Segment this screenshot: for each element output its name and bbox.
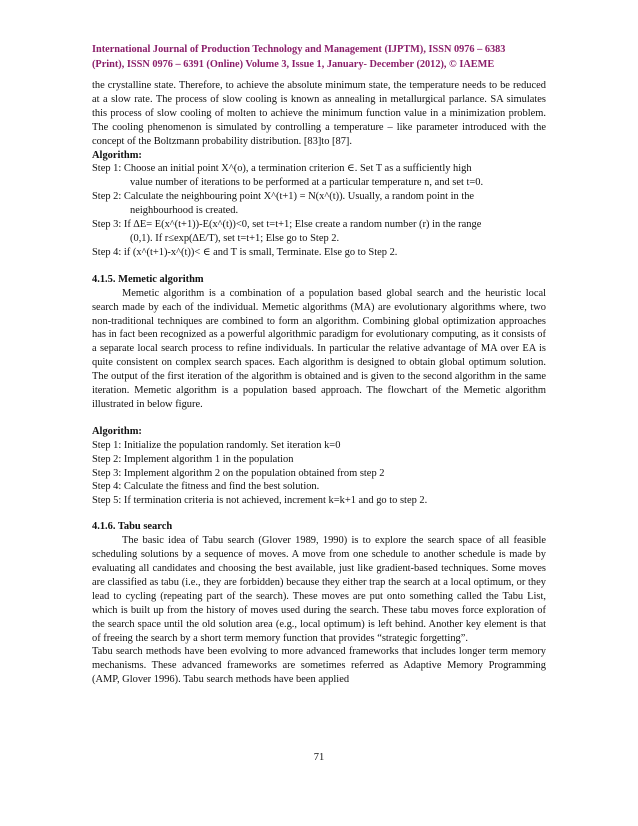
- memetic-step-4: Step 4: Calculate the fitness and find the best solution.: [92, 481, 320, 493]
- spacer: [92, 412, 546, 425]
- tabu-paragraph-2: Tabu search methods have been evolving to more advanced frameworks that includes longer term memory mechanisms. These advanced frameworks are sometimes referred as Adaptive Memory Programming (AMP, Glover 1996). Tabu search methods have been applied: [92, 646, 546, 686]
- sa-step-1: Step 1: Choose an initial point X^(o), a termination criterion ∈. Set T as a sufficiently high: [92, 163, 472, 175]
- memetic-step-2: Step 2: Implement algorithm 1 in the population: [92, 453, 294, 465]
- sa-step-3: Step 3: If ∆E= E(x^(t+1))-E(x^(t))<0, set t=t+1; Else create a random number (r) in the range: [92, 219, 482, 231]
- spacer: [92, 260, 546, 273]
- memetic-step-3: Step 3: Implement algorithm 2 on the population obtained from step 2: [92, 467, 385, 479]
- sa-step-4: Step 4: if (x^(t+1)-x^(t))< ∈ and T is small, Terminate. Else go to Step 2.: [92, 246, 398, 258]
- sa-step-1-cont: value number of iterations to be performed at a particular temperature n, and set t=0.: [130, 177, 484, 189]
- sa-algorithm-label: Algorithm:: [92, 149, 142, 161]
- memetic-paragraph: Memetic algorithm is a combination of a population based global search and the heuristic local search made by each of the individual. Memetic algorithms (MA) are evolutionary algorithms where, two non-traditional techniques are combined to form an algorithm. Combining global optimization approaches has in fact been recognized as a powerful algorithmic paradigm for evolutionary computing, as it consists of a separate local search process to refine individuals. In particular the relative advantage of MA over EA is quite consistent on complex search spaces. Each algorithm is designed to obtain global optimum solution. The output of the first iteration of the algorithm is obtained and is given to the second algorithm in the same iteration. Memetic algorithm is a population based approach. The flowchart of the Memetic algorithm illustrated in below figure.: [92, 287, 546, 410]
- tabu-heading: 4.1.6. Tabu search: [92, 521, 173, 533]
- page-number: 71: [313, 752, 325, 763]
- journal-header-line-2: (Print), ISSN 0976 – 6391 (Online) Volume 3, Issue 1, January- December (2012), © IAEME: [92, 59, 495, 70]
- sa-step-3-cont: (0,1). If r≤exp(∆E/T), set t=t+1; Else go to Step 2.: [130, 232, 340, 244]
- spacer: [92, 508, 546, 520]
- memetic-algorithm-label: Algorithm:: [92, 425, 142, 437]
- sa-step-2: Step 2: Calculate the neighbouring point X^(t+1) = N(x^(t)). Usually, a random point in the: [92, 191, 475, 203]
- sa-intro-paragraph: the crystalline state. Therefore, to achieve the absolute minimum state, the temperature needs to be reduced at a slow rate. The process of slow cooling is known as annealing in metallurgical parlance. SA simulates this process of slow cooling of molten to achieve the minimum function value in a minimization problem. The cooling phenomenon is simulated by controlling a temperature – like parameter introduced with the concept of the Boltzmann probability distribution. [83]to [87].: [92, 80, 546, 147]
- sa-step-2-cont: neighbourhood is created.: [130, 205, 239, 217]
- memetic-step-1: Step 1: Initialize the population randomly. Set iteration k=0: [92, 439, 341, 451]
- tabu-paragraph-1: The basic idea of Tabu search (Glover 1989, 1990) is to explore the search space of all feasible scheduling solutions by a sequence of moves. A move from one schedule to another schedule is made by evaluating all candidates and choosing the best available, just like gradient-based techniques. Some moves are classified as tabu (i.e., they are forbidden) because they either trap the search at a local optimum, or they lead to cycling (repeating part of the search). These moves are put onto something called the Tabu List, which is built up from the history of moves used during the search. These tabu moves force exploration of the search space until the old solution area (e.g., local optimum) is left behind. Another key element is that of freeing the search by a short term memory function that provides “strategic forgetting”.: [92, 535, 546, 644]
- page-body: [92, 79, 546, 687]
- memetic-step-5: Step 5: If termination criteria is not achieved, increment k=k+1 and go to step 2.: [92, 495, 428, 507]
- journal-header: [92, 42, 546, 72]
- journal-header-line-1: International Journal of Production Technology and Management (IJPTM), ISSN 0976 – 6383: [92, 44, 506, 55]
- memetic-heading: 4.1.5. Memetic algorithm: [92, 273, 204, 285]
